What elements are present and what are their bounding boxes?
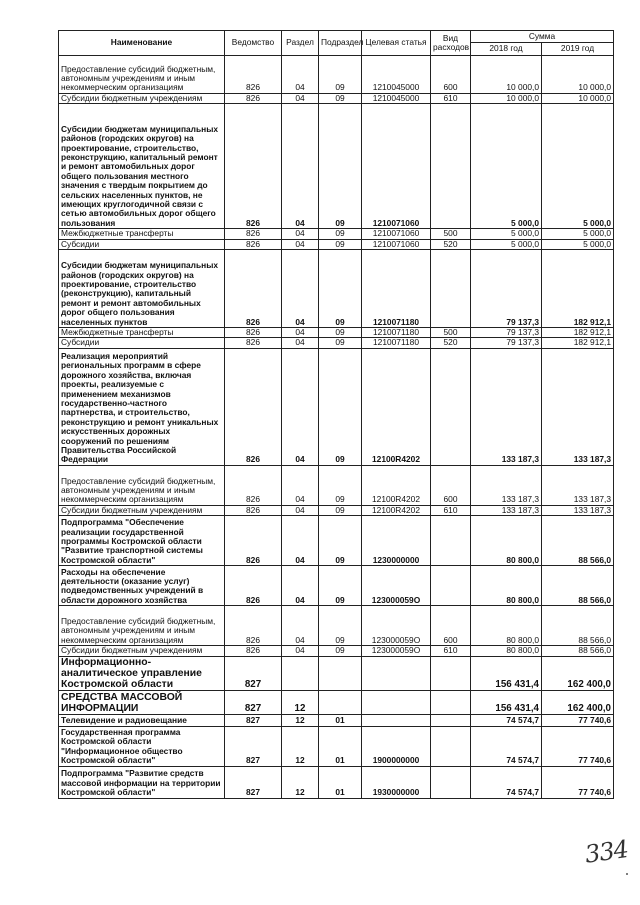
row-name: Предоставление субсидий бюджетным, автономным учреждениям и иным некоммерческим организациям [59, 465, 225, 505]
row-sum-2018: 133 187,3 [471, 348, 542, 465]
row-target-code: 1230000000 [362, 516, 431, 566]
row-sum-2018: 10 000,0 [471, 93, 542, 103]
row-expense-type: 500 [431, 229, 471, 239]
row-target-code: 1210045000 [362, 93, 431, 103]
row-target-code: 1930000000 [362, 766, 431, 798]
row-sum-2018: 80 800,0 [471, 516, 542, 566]
row-vedomstvo: 826 [225, 606, 282, 646]
row-sum-2019: 77 740,6 [542, 766, 614, 798]
row-razdel: 04 [282, 328, 319, 338]
row-podrazdel: 09 [319, 348, 362, 465]
row-expense-type [431, 516, 471, 566]
table-row [59, 714, 614, 726]
row-vedomstvo: 826 [225, 93, 282, 103]
row-sum-2018: 5 000,0 [471, 239, 542, 249]
row-sum-2019: 162 400,0 [542, 690, 614, 714]
row-vedomstvo: 826 [225, 55, 282, 93]
row-name: Межбюджетные трансферты [59, 229, 225, 239]
row-razdel [282, 656, 319, 690]
row-sum-2019: 133 187,3 [542, 348, 614, 465]
row-sum-2019: 5 000,0 [542, 239, 614, 249]
row-vedomstvo: 826 [225, 516, 282, 566]
row-name: СРЕДСТВА МАССОВОЙ ИНФОРМАЦИИ [59, 690, 225, 714]
row-expense-type [431, 250, 471, 328]
row-target-code: 12100R4202 [362, 465, 431, 505]
table-row [59, 516, 614, 566]
row-name: Подпрограмма "Обеспечение реализации государственной программы Костромской области "Развитие транспортной системы Костромской области" [59, 516, 225, 566]
row-vedomstvo: 827 [225, 656, 282, 690]
row-expense-type: 600 [431, 55, 471, 93]
row-sum-2018: 80 800,0 [471, 646, 542, 656]
table-row [59, 328, 614, 338]
row-podrazdel: 01 [319, 726, 362, 766]
row-podrazdel: 09 [319, 229, 362, 239]
row-target-code: 1210071060 [362, 239, 431, 249]
table-row [59, 766, 614, 798]
row-podrazdel: 09 [319, 328, 362, 338]
page-speck [626, 873, 628, 875]
row-sum-2019: 5 000,0 [542, 229, 614, 239]
row-vedomstvo: 827 [225, 690, 282, 714]
row-expense-type: 610 [431, 505, 471, 515]
row-name: Субсидии бюджетным учреждениям [59, 93, 225, 103]
row-expense-type [431, 566, 471, 606]
row-name: Реализация мероприятий региональных программ в сфере дорожного хозяйства, включая проекты, реализуемые с применением механизмов государственно-частного партнерства, и строительство, реконструкцию и ремонт уникальных искусственных дорожных сооружений по решениям Правительства Российской Федерации [59, 348, 225, 465]
row-sum-2019: 88 566,0 [542, 566, 614, 606]
row-podrazdel: 09 [319, 566, 362, 606]
row-name: Субсидии бюджетам муниципальных районов (городских округов) на проектирование, строительство (реконструкцию), капитальный ремонт и ремонт автомобильных дорог общего пользования населенных пунктов [59, 250, 225, 328]
row-razdel: 04 [282, 229, 319, 239]
table-row [59, 348, 614, 465]
row-sum-2019: 182 912,1 [542, 328, 614, 338]
table-row [59, 646, 614, 656]
handwritten-page-number: 334 [583, 834, 630, 869]
row-expense-type [431, 348, 471, 465]
header-target-article: Целевая статья [362, 31, 431, 56]
row-podrazdel: 09 [319, 465, 362, 505]
row-name: Межбюджетные трансферты [59, 328, 225, 338]
row-expense-type [431, 726, 471, 766]
row-target-code: 12100R4202 [362, 505, 431, 515]
row-sum-2019: 182 912,1 [542, 338, 614, 348]
row-vedomstvo: 826 [225, 566, 282, 606]
row-sum-2018: 79 137,3 [471, 250, 542, 328]
table-row [59, 465, 614, 505]
row-sum-2018: 74 574,7 [471, 726, 542, 766]
header-year-2019: 2019 год [542, 43, 614, 55]
row-sum-2019: 77 740,6 [542, 726, 614, 766]
header-name: Наименование [59, 31, 225, 56]
row-podrazdel: 09 [319, 516, 362, 566]
row-sum-2019: 88 566,0 [542, 516, 614, 566]
table-row [59, 606, 614, 646]
row-name: Субсидии бюджетным учреждениям [59, 646, 225, 656]
row-podrazdel: 09 [319, 338, 362, 348]
row-vedomstvo: 827 [225, 766, 282, 798]
row-sum-2019: 88 566,0 [542, 606, 614, 646]
header-summa: Сумма [471, 31, 614, 43]
row-name: Субсидии [59, 239, 225, 249]
row-vedomstvo: 827 [225, 726, 282, 766]
row-vedomstvo: 826 [225, 328, 282, 338]
row-razdel: 04 [282, 239, 319, 249]
row-razdel: 04 [282, 55, 319, 93]
row-target-code: 1210045000 [362, 55, 431, 93]
row-vedomstvo: 826 [225, 239, 282, 249]
row-expense-type: 600 [431, 465, 471, 505]
row-sum-2018: 5 000,0 [471, 229, 542, 239]
header-podrazdel: Подраздел [319, 31, 362, 56]
row-target-code: 12100R4202 [362, 348, 431, 465]
table-row [59, 239, 614, 249]
row-target-code: 123000059O [362, 566, 431, 606]
row-podrazdel: 09 [319, 239, 362, 249]
row-target-code: 1210071060 [362, 104, 431, 229]
budget-table [58, 30, 614, 799]
row-sum-2018: 156 431,4 [471, 656, 542, 690]
row-name: Телевидение и радиовещание [59, 714, 225, 726]
row-expense-type [431, 766, 471, 798]
row-podrazdel [319, 690, 362, 714]
row-vedomstvo: 827 [225, 714, 282, 726]
header-year-2018: 2018 год [471, 43, 542, 55]
table-row [59, 104, 614, 229]
row-name: Государственная программа Костромской области "Информационное общество Костромской области" [59, 726, 225, 766]
row-expense-type [431, 714, 471, 726]
row-target-code [362, 656, 431, 690]
row-expense-type: 520 [431, 239, 471, 249]
row-sum-2019: 5 000,0 [542, 104, 614, 229]
row-name: Информационно-аналитическое управление Костромской области [59, 656, 225, 690]
row-sum-2018: 10 000,0 [471, 55, 542, 93]
row-sum-2019: 10 000,0 [542, 55, 614, 93]
row-target-code: 1210071060 [362, 229, 431, 239]
row-name: Субсидии [59, 338, 225, 348]
row-sum-2018: 133 187,3 [471, 465, 542, 505]
table-body [59, 55, 614, 798]
row-expense-type [431, 656, 471, 690]
table-row [59, 93, 614, 103]
row-sum-2018: 156 431,4 [471, 690, 542, 714]
header-razdel: Раздел [282, 31, 319, 56]
row-razdel: 04 [282, 465, 319, 505]
row-razdel: 04 [282, 606, 319, 646]
row-target-code: 1210071180 [362, 250, 431, 328]
row-razdel: 04 [282, 104, 319, 229]
row-sum-2018: 74 574,7 [471, 766, 542, 798]
row-razdel: 12 [282, 766, 319, 798]
row-razdel: 04 [282, 250, 319, 328]
row-name: Предоставление субсидий бюджетным, автономным учреждениям и иным некоммерческим организациям [59, 55, 225, 93]
header-expense-type: Вид расходов [431, 31, 471, 56]
row-expense-type [431, 690, 471, 714]
row-podrazdel: 09 [319, 250, 362, 328]
row-vedomstvo: 826 [225, 104, 282, 229]
row-sum-2018: 80 800,0 [471, 606, 542, 646]
row-sum-2018: 5 000,0 [471, 104, 542, 229]
row-sum-2019: 133 187,3 [542, 465, 614, 505]
row-podrazdel: 01 [319, 714, 362, 726]
row-vedomstvo: 826 [225, 465, 282, 505]
row-sum-2018: 79 137,3 [471, 338, 542, 348]
row-expense-type: 500 [431, 328, 471, 338]
row-vedomstvo: 826 [225, 229, 282, 239]
row-target-code: 123000059O [362, 606, 431, 646]
row-vedomstvo: 826 [225, 505, 282, 515]
row-sum-2018: 80 800,0 [471, 566, 542, 606]
row-name: Субсидии бюджетным учреждениям [59, 505, 225, 515]
row-sum-2019: 88 566,0 [542, 646, 614, 656]
row-podrazdel: 09 [319, 93, 362, 103]
table-header [59, 31, 614, 56]
row-razdel: 04 [282, 93, 319, 103]
row-expense-type: 610 [431, 646, 471, 656]
row-target-code: 1900000000 [362, 726, 431, 766]
row-name: Субсидии бюджетам муниципальных районов (городских округов) на проектирование, строительство, реконструкцию, капитальный ремонт и ремонт автомобильных дорог общего пользования местного значения с твердым покрытием до сельских населенных пунктов, не имеющих круглогодичной связи с сетью автомобильных дорог общего пользования [59, 104, 225, 229]
row-name: Подпрограмма "Развитие средств массовой информации на территории Костромской области" [59, 766, 225, 798]
row-vedomstvo: 826 [225, 348, 282, 465]
header-vedomstvo: Ведомство [225, 31, 282, 56]
row-razdel: 04 [282, 646, 319, 656]
row-sum-2019: 77 740,6 [542, 714, 614, 726]
row-target-code [362, 714, 431, 726]
row-sum-2018: 74 574,7 [471, 714, 542, 726]
row-podrazdel: 09 [319, 55, 362, 93]
row-podrazdel: 01 [319, 766, 362, 798]
table-row [59, 338, 614, 348]
table-row [59, 250, 614, 328]
row-expense-type: 520 [431, 338, 471, 348]
row-razdel: 04 [282, 338, 319, 348]
table-row [59, 55, 614, 93]
row-razdel: 04 [282, 505, 319, 515]
row-expense-type [431, 104, 471, 229]
row-sum-2018: 79 137,3 [471, 328, 542, 338]
row-podrazdel [319, 656, 362, 690]
table-row [59, 505, 614, 515]
row-target-code: 1210071180 [362, 328, 431, 338]
row-razdel: 04 [282, 566, 319, 606]
row-name: Предоставление субсидий бюджетным, автономным учреждениям и иным некоммерческим организациям [59, 606, 225, 646]
row-razdel: 12 [282, 726, 319, 766]
table-row [59, 690, 614, 714]
row-vedomstvo: 826 [225, 338, 282, 348]
row-razdel: 12 [282, 714, 319, 726]
row-name: Расходы на обеспечение деятельности (оказание услуг) подведомственных учреждений в области дорожного хозяйства [59, 566, 225, 606]
row-vedomstvo: 826 [225, 646, 282, 656]
row-razdel: 04 [282, 516, 319, 566]
row-podrazdel: 09 [319, 505, 362, 515]
row-sum-2019: 133 187,3 [542, 505, 614, 515]
row-podrazdel: 09 [319, 606, 362, 646]
row-target-code: 1210071180 [362, 338, 431, 348]
row-razdel: 04 [282, 348, 319, 465]
row-expense-type: 600 [431, 606, 471, 646]
row-podrazdel: 09 [319, 104, 362, 229]
row-target-code: 123000059O [362, 646, 431, 656]
row-sum-2019: 10 000,0 [542, 93, 614, 103]
table-row [59, 656, 614, 690]
table-row [59, 726, 614, 766]
table-row [59, 566, 614, 606]
row-sum-2019: 162 400,0 [542, 656, 614, 690]
row-target-code [362, 690, 431, 714]
row-razdel: 12 [282, 690, 319, 714]
row-podrazdel: 09 [319, 646, 362, 656]
table-row [59, 229, 614, 239]
row-expense-type: 610 [431, 93, 471, 103]
row-sum-2018: 133 187,3 [471, 505, 542, 515]
row-vedomstvo: 826 [225, 250, 282, 328]
row-sum-2019: 182 912,1 [542, 250, 614, 328]
